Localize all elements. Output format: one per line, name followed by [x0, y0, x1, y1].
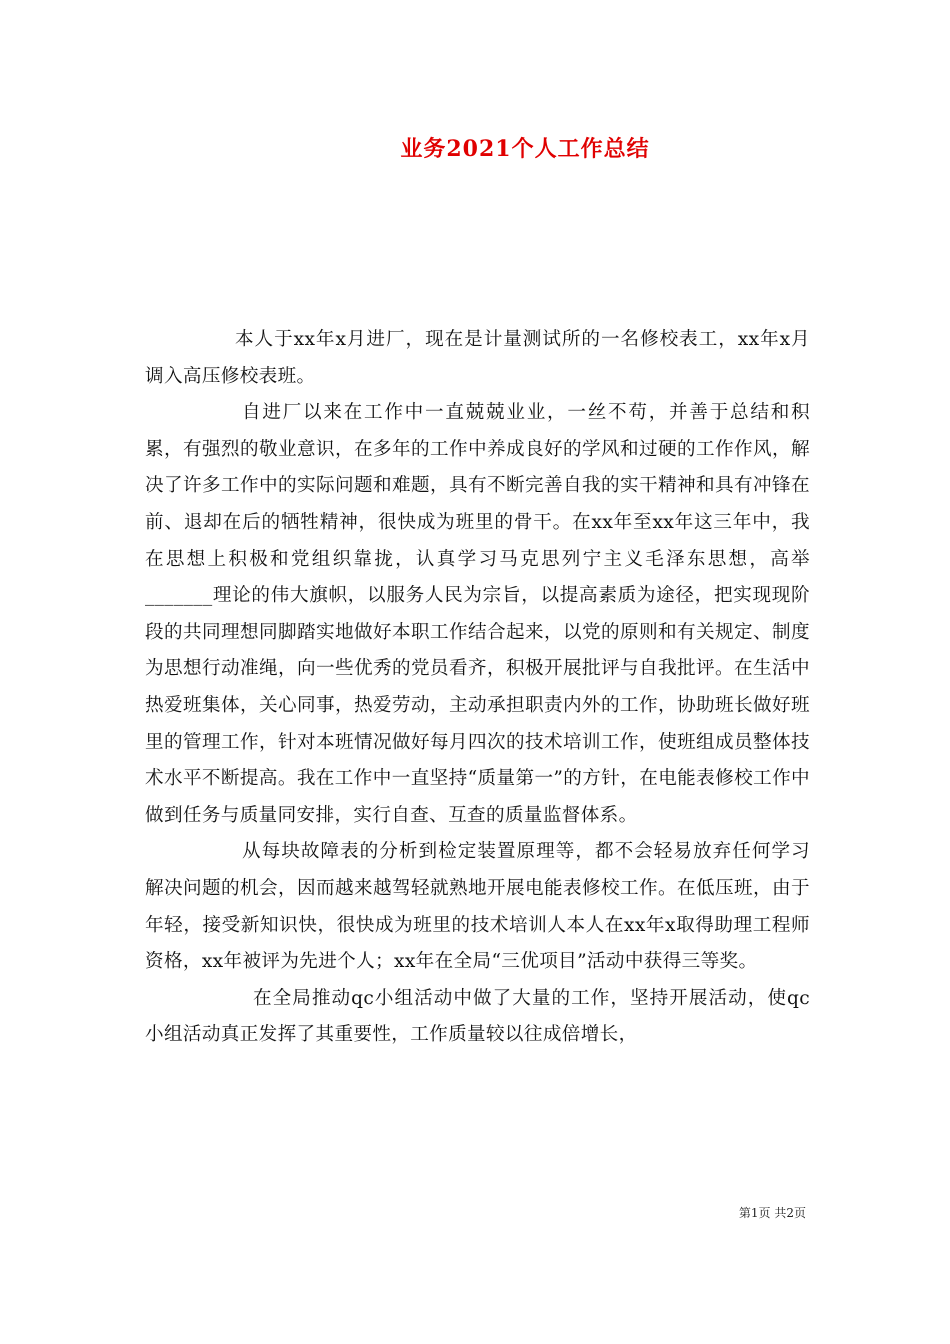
paragraph-2: 自进厂以来在工作中一直兢兢业业，一丝不苟，并善于总结和积累，有强烈的敬业意识，在多年的工作中养成良好的学风和过硬的工作作风，解决了许多工作中的实际问题和难题，具有不断完善自我的实干精神和具有冲锋在前、退却在后的牺牲精神，很快成为班里的骨干。在xx年至xx年这三年中，我在思想上积极和党组织靠拢，认真学习马克思列宁主义毛泽东思想，高举_______理论的伟大旗帜，以服务人民为宗旨，以提高素质为途径，把实现现阶段的共同理想同脚踏实地做好本职工作结合起来，以党的原则和有关规定、制度为思想行动准绳，向一些优秀的党员看齐，积极开展批评与自我批评。在生活中热爱班集体，关心同事，热爱劳动，主动承担职责内外的工作，协助班长做好班里的管理工作，针对本班情况做好每月四次的技术培训工作，使班组成员整体技术水平不断提高。我在工作中一直坚持“质量第一”的方针，在电能表修校工作中做到任务与质量同安排，实行自查、互查的质量监督体系。	[145, 402, 810, 826]
paragraph-3: 从每块故障表的分析到检定装置原理等，都不会轻易放弃任何学习解决问题的机会，因而越来越驾轻就熟地开展电能表修校工作。在低压班，由于年轻，接受新知识快，很快成为班里的技术培训人本人在xx年x取得助理工程师资格，xx年被评为先进个人；xx年在全局“三优项目”活动中获得三等奖。	[145, 841, 810, 973]
document-body	[145, 322, 810, 1054]
paragraph-1: 本人于xx年x月进厂，现在是计量测试所的一名修校表工，xx年x月调入高压修校表班。	[145, 329, 810, 387]
paragraph-4: 在全局推动qc小组活动中做了大量的工作，坚持开展活动，使qc小组活动真正发挥了其重要性，工作质量较以往成倍增长，	[145, 987, 810, 1046]
document-title: 业务2021个人工作总结	[400, 136, 650, 162]
page-number-footer: 第1页 共2页	[738, 1206, 806, 1220]
